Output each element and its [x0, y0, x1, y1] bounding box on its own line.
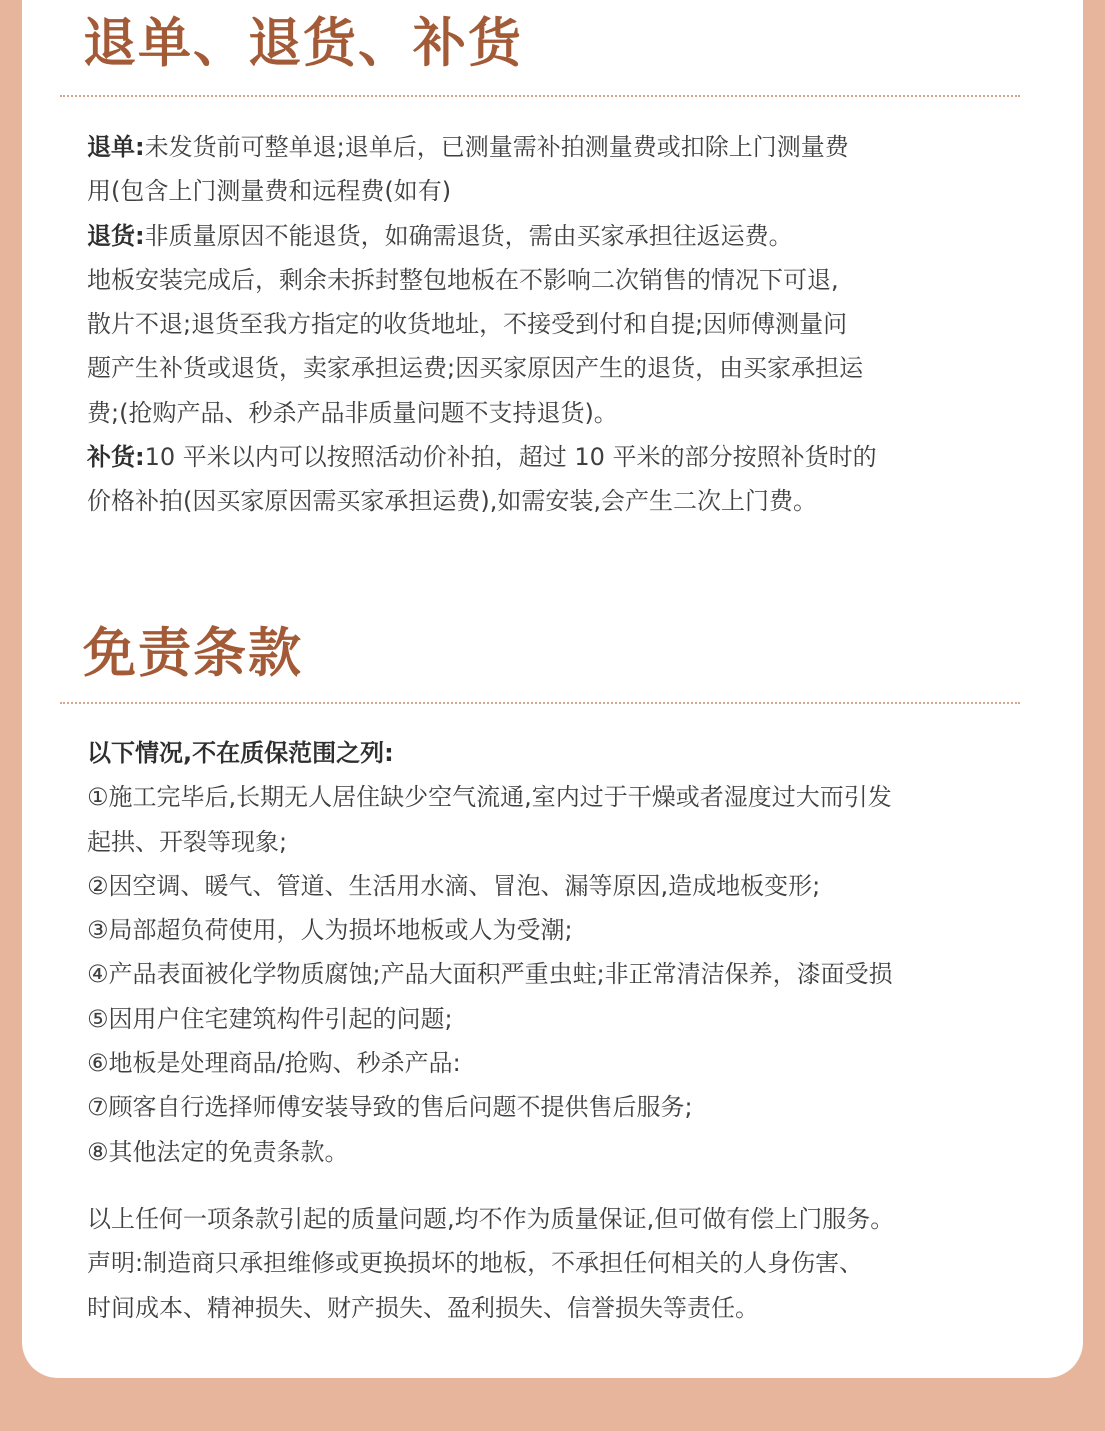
- policy-line: [87, 302, 1027, 346]
- policy-text: 价格补拍(因买家原因需买家承担运费),如需安装,会产生二次上门费。: [87, 487, 817, 516]
- policy-text: 用(包含上门测量费和远程费(如有): [87, 177, 452, 206]
- policy-text: 非质量原因不能退货，如确需退货，需由买家承担往返运费。: [144, 221, 793, 250]
- section-title-disclaimer: 免责条款: [83, 623, 303, 684]
- policy-line: [87, 346, 1027, 390]
- policy-text: 散片不退;退货至我方指定的收货地址，不接受到付和自提;因师傅测量问: [87, 310, 848, 339]
- disclaimer-item: ④产品表面被化学物质腐蚀;产品大面积严重虫蛀;非正常清洁保养，漆面受损: [87, 960, 893, 989]
- section-title-returns: 退单、退货、补货: [83, 13, 523, 74]
- policy-line: [87, 169, 1027, 213]
- policy-label: 退货:: [87, 221, 145, 250]
- disclaimer-item: ①施工完毕后,长期无人居住缺少空气流通,室内过于干燥或者湿度过大而引发: [87, 783, 892, 812]
- disclaimer-item: ⑧其他法定的免责条款。: [87, 1137, 349, 1166]
- policy-label: 补货:: [87, 443, 145, 472]
- policy-text: 题产生补货或退货，卖家承担运费;因买家原因产生的退货，由买家承担运: [87, 354, 864, 383]
- disclaimer-item: ⑦顾客自行选择师傅安装导致的售后问题不提供售后服务;: [87, 1093, 693, 1122]
- disclaimer-intro: 以下情况,不在质保范围之列:: [87, 739, 394, 767]
- returns-policy-text: [87, 125, 1027, 524]
- policy-line: [87, 214, 1027, 258]
- disclaimer-list: [87, 731, 1027, 1174]
- policy-text: 10 平米以内可以按照活动价补拍，超过 10 平米的部分按照补货时的: [144, 443, 877, 472]
- policy-line: [87, 479, 1027, 523]
- disclaimer-item: ②因空调、暖气、管道、生活用水滴、冒泡、漏等原因,造成地板变形;: [87, 871, 821, 900]
- section-divider: [60, 702, 1020, 704]
- policy-line: [87, 258, 1027, 302]
- disclaimer-item: 起拱、开裂等现象;: [87, 827, 288, 856]
- footer-line: 以上任何一项条款引起的质量问题,均不作为质量保证,但可做有偿上门服务。: [87, 1205, 895, 1233]
- footer-line: 声明:制造商只承担维修或更换损坏的地板，不承担任何相关的人身伤害、: [87, 1249, 864, 1278]
- disclaimer-item: ③局部超负荷使用，人为损坏地板或人为受潮;: [87, 916, 573, 945]
- disclaimer-item: ⑤因用户住宅建筑构件引起的问题;: [87, 1004, 453, 1033]
- policy-text: 地板安装完成后，剩余未拆封整包地板在不影响二次销售的情况下可退,: [87, 265, 839, 294]
- disclaimer-footer: [87, 1197, 1027, 1330]
- policy-label: 退单:: [87, 133, 145, 161]
- section-divider: [60, 95, 1020, 97]
- disclaimer-item: ⑥地板是处理商品/抢购、秒杀产品:: [87, 1049, 461, 1078]
- policy-line: [87, 125, 1027, 169]
- policy-line: [87, 391, 1027, 435]
- policy-text: 未发货前可整单退;退单后，已测量需补拍测量费或扣除上门测量费: [144, 133, 849, 161]
- policy-text: 费;(抢购产品、秒杀产品非质量问题不支持退货)。: [87, 398, 618, 427]
- footer-line: 时间成本、精神损失、财产损失、盈利损失、信誉损失等责任。: [87, 1293, 759, 1322]
- policy-line: [87, 435, 1027, 479]
